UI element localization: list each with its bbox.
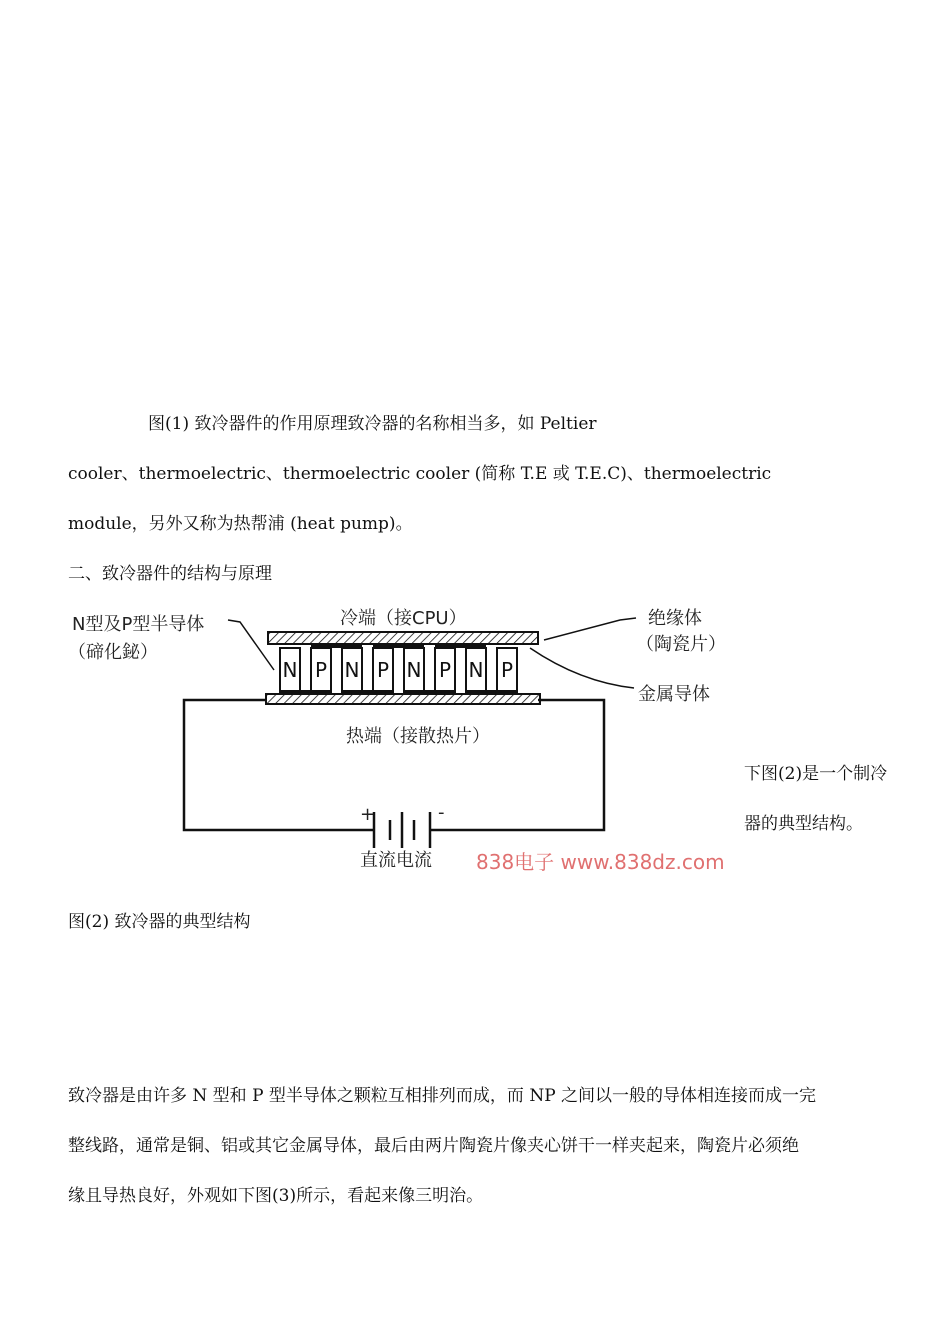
label-hot-end: 热端（接散热片） (346, 726, 490, 747)
semiconductor-label: N (344, 658, 360, 682)
semiconductor-label: P (376, 658, 390, 682)
side-text-line-2: 器的典型结构。 (744, 814, 863, 834)
paragraph-1-line-1: 图(1) 致冷器件的作用原理致冷器的名称相当多，如 Peltier (148, 414, 597, 434)
label-dc-current: 直流电流 (360, 850, 432, 871)
paragraph-2-line-3: 缘且导热良好，外观如下图(3)所示，看起来像三明治。 (68, 1186, 484, 1206)
np-elements (280, 644, 517, 694)
semiconductor-label: P (314, 658, 328, 682)
paragraph-1-line-3: module，另外又称为热帮浦 (heat pump)。 (68, 514, 413, 534)
label-minus: - (438, 802, 445, 823)
metal-connector-top (435, 644, 486, 648)
label-semiconductor: N型及P型半导体 (72, 614, 205, 635)
semiconductor-label: N (468, 658, 484, 682)
bottom-ceramic-plate (266, 694, 540, 704)
figure-2-caption: 图(2) 致冷器的典型结构 (68, 912, 251, 932)
circuit-wire-right (430, 700, 604, 830)
label-plus: + (360, 804, 376, 825)
label-cold-end: 冷端（接CPU） (340, 608, 467, 629)
top-ceramic-plate (268, 632, 538, 644)
label-insulator-material: （陶瓷片） (636, 634, 726, 655)
semiconductor-label: P (500, 658, 514, 682)
label-metal-conductor: 金属导体 (638, 684, 710, 705)
label-semiconductor-material: （碲化鉍） (68, 642, 158, 663)
metal-connector-bottom (342, 690, 393, 694)
watermark: 838电子 www.838dz.com (476, 850, 725, 874)
metal-connector-top (373, 644, 424, 648)
battery-symbol (374, 812, 430, 848)
paragraph-1-line-2: cooler、thermoelectric、thermoelectric cooler (简称 T.E 或 T.E.C)、thermoelectric (68, 464, 772, 484)
peltier-diagram (60, 596, 740, 880)
leader-metal-conductor (530, 648, 634, 688)
metal-connector-bottom (280, 690, 331, 694)
semiconductor-label: P (438, 658, 452, 682)
paragraph-2-line-2: 整线路，通常是铜、铝或其它金属导体，最后由两片陶瓷片像夹心饼干一样夹起来，陶瓷片必须绝 (68, 1136, 799, 1156)
section-heading: 二、致冷器件的结构与原理 (68, 564, 272, 584)
metal-connector-bottom (404, 690, 455, 694)
side-text-line-1: 下图(2)是一个制冷 (744, 764, 888, 784)
semiconductor-label: N (406, 658, 422, 682)
paragraph-2-line-1: 致冷器是由许多 N 型和 P 型半导体之颗粒互相排列而成，而 NP 之间以一般的导体相连接而成一完 (68, 1086, 817, 1106)
circuit-wire-left (184, 700, 374, 830)
metal-connector-bottom (466, 690, 517, 694)
semiconductor-label: N (282, 658, 298, 682)
label-insulator: 绝缘体 (648, 608, 702, 629)
peltier-structure-figure (60, 596, 740, 880)
metal-connector-top (311, 644, 362, 648)
leader-insulator (544, 618, 636, 640)
